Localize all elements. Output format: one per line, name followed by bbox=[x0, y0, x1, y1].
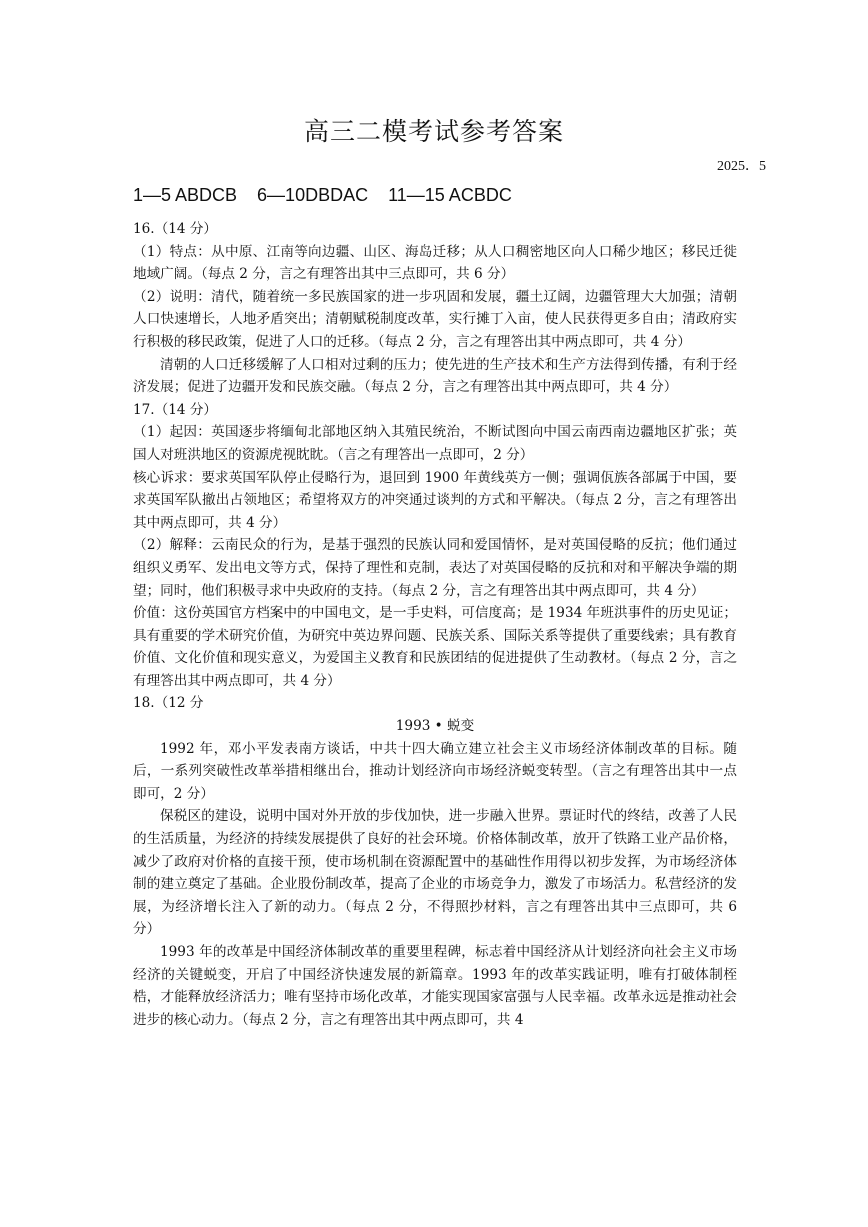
q16-part2-effect: 清朝的人口迁移缓解了人口相对过剩的压力；使先进的生产技术和生产方法得到传播，有利于经济发展；促进了边疆开发和民族交融。（每点 2 分，言之有理答出其中两点即可，共 4 分） bbox=[133, 356, 737, 396]
q18-heading: 18.（12 分 bbox=[133, 695, 204, 712]
q17-part1-demand: 核心诉求：要求英国军队停止侵略行为，退回到 1900 年黄线英方一侧；强调佤族各部属于中国，要求英国军队撤出占领地区；希望将双方的冲突通过谈判的方式和平解决。（每点 2 分，言之有理答出其中两点即可，共 4 分） bbox=[133, 469, 737, 531]
exam-date: 2025．5 bbox=[717, 159, 766, 174]
page-title: 高三二模考试参考答案 bbox=[303, 117, 564, 146]
multiple-choice-answers: 1—5 ABDCB 6—10DBDAC 11—15 ACBDC bbox=[133, 185, 512, 205]
q17-part2-explain: （2）解释：云南民众的行为，是基于强烈的民族认同和爱国情怀，是对英国侵略的反抗；他们通过组织义勇军、发出电文等方式，保持了理性和克制，表达了对英国侵略的反抗和对和平解决争端的期望；同时，他们积极寻求中央政府的支持。（每点 2 分，言之有理答出其中两点即可，共 4 分） bbox=[133, 537, 737, 599]
answer-body bbox=[133, 218, 737, 1031]
q18-paragraph-3: 1993 年的改革是中国经济体制改革的重要里程碑，标志着中国经济从计划经济向社会主义市场经济的关键蜕变，开启了中国经济快速发展的新篇章。1993 年的改革实践证明，唯有打破体制桎梏，才能释放经济活力；唯有坚持市场化改革，才能实现国家富强与人民幸福。改革永远是推动社会进步的核心动力。（每点 2 分，言之有理答出其中两点即可，共 4 bbox=[133, 944, 737, 1028]
q16-part2: （2）说明：清代，随着统一多民族国家的进一步巩固和发展，疆土辽阔，边疆管理大大加强；清朝人口快速增长，人地矛盾突出；清朝赋税制度改革，实行摊丁入亩，使人民获得更多自由；清政府实行积极的移民政策，促进了人口的迁移。（每点 2 分，言之有理答出其中两点即可，共 4 分） bbox=[133, 288, 737, 350]
q17-heading: 17.（14 分） bbox=[133, 401, 218, 418]
q16-part1: （1）特点：从中原、江南等向边疆、山区、海岛迁移；从人口稠密地区向人口稀少地区；移民迁徙地域广阔。（每点 2 分，言之有理答出其中三点即可，共 6 分） bbox=[133, 243, 737, 283]
q18-paragraph-2: 保税区的建设，说明中国对外开放的步伐加快，进一步融入世界。票证时代的终结，改善了人民的生活质量，为经济的持续发展提供了良好的社会环境。价格体制改革，放开了铁路工业产品价格，减少了政府对价格的直接干预，使市场机制在资源配置中的基础性作用得以初步发挥，为市场经济体制的建立奠定了基础。企业股份制改革，提高了企业的市场竞争力，激发了市场活力。私营经济的发展，为经济增长注入了新的动力。（每点 2 分，不得照抄材料，言之有理答出其中三点即可，共 6 分） bbox=[133, 808, 737, 938]
q18-essay-title: 1993 • 蜕变 bbox=[395, 718, 475, 735]
q17-part1-cause: （1）起因：英国逐步将缅甸北部地区纳入其殖民统治，不断试图向中国云南西南边疆地区扩张；英国人对班洪地区的资源虎视眈眈。（言之有理答出一点即可，2 分） bbox=[133, 424, 737, 463]
q16-heading: 16.（14 分） bbox=[133, 221, 218, 237]
q18-paragraph-1: 1992 年，邓小平发表南方谈话，中共十四大确立建立社会主义市场经济体制改革的目标。随后，一系列突破性改革举措相继出台，推动计划经济向市场经济蜕变转型。（言之有理答出其中一点即可，2 分） bbox=[133, 740, 737, 802]
q17-part2-value: 价值：这份英国官方档案中的中国电文，是一手史料，可信度高；是 1934 年班洪事件的历史见证；具有重要的学术研究价值，为研究中英边界问题、民族关系、国际关系等提供了重要线索；具有教育价值、文化价值和现实意义，为爱国主义教育和民族团结的促进提供了生动教材。（每点 2 分，言之有理答出其中两点即可，共 4 分） bbox=[133, 605, 737, 689]
